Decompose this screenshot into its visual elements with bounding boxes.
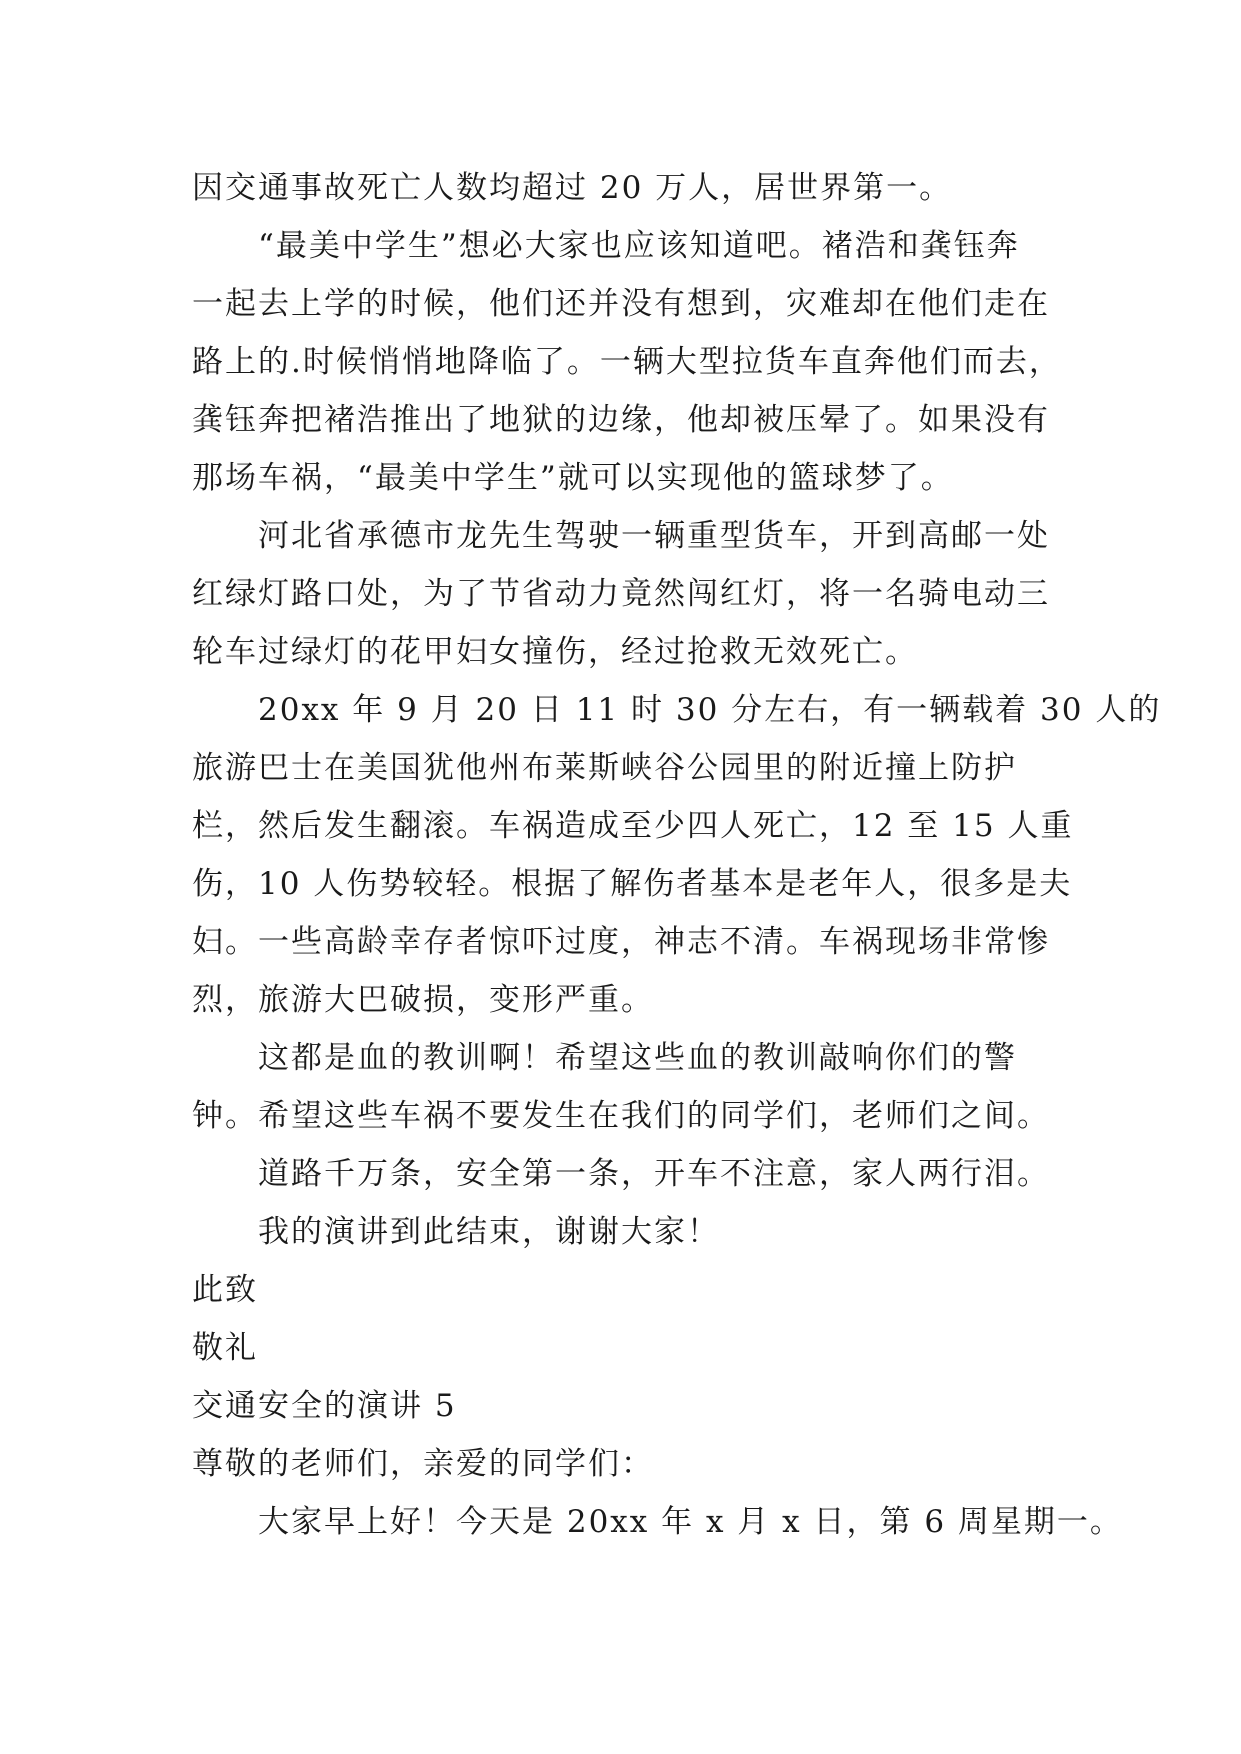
text-line: 我的演讲到此结束，谢谢大家！ (258, 1214, 720, 1250)
text-line: 旅游巴士在美国犹他州布莱斯峡谷公园里的附近撞上防护 (192, 750, 1017, 786)
text-line: 路上的.时候悄悄地降临了。一辆大型拉货车直奔他们而去， (192, 344, 1062, 380)
text-line: 河北省承德市龙先生驾驶一辆重型货车，开到高邮一处 (258, 518, 1050, 554)
text-line: “最美中学生”想必大家也应该知道吧。褚浩和龚钰奔 (258, 228, 1020, 264)
text-line: 这都是血的教训啊！希望这些血的教训敲响你们的警 (258, 1040, 1017, 1076)
text-line: 一起去上学的时候，他们还并没有想到，灾难却在他们走在 (192, 286, 1050, 322)
text-line: 那场车祸，“最美中学生”就可以实现他的篮球梦了。 (192, 460, 954, 496)
text-line: 栏，然后发生翻滚。车祸造成至少四人死亡，12 至 15 人重 (192, 808, 1074, 844)
text-line: 尊敬的老师们，亲爱的同学们： (192, 1446, 654, 1482)
text-line: 伤，10 人伤势较轻。根据了解伤者基本是老年人，很多是夫 (192, 866, 1073, 902)
text-line: 敬礼 (192, 1330, 258, 1366)
text-line: 烈，旅游大巴破损，变形严重。 (192, 982, 654, 1018)
text-line: 钟。希望这些车祸不要发生在我们的同学们，老师们之间。 (192, 1098, 1050, 1134)
text-line: 道路千万条，安全第一条，开车不注意，家人两行泪。 (258, 1156, 1050, 1192)
text-line: 此致 (192, 1272, 258, 1308)
text-line: 妇。一些高龄幸存者惊吓过度，神志不清。车祸现场非常惨 (192, 924, 1050, 960)
text-line: 因交通事故死亡人数均超过 20 万人，居世界第一。 (192, 170, 953, 206)
text-line: 大家早上好！今天是 20xx 年 x 月 x 日，第 6 周星期一。 (258, 1504, 1123, 1540)
text-line: 轮车过绿灯的花甲妇女撞伤，经过抢救无效死亡。 (192, 634, 918, 670)
text-line: 龚钰奔把褚浩推出了地狱的边缘，他却被压晕了。如果没有 (192, 402, 1050, 438)
text-line: 红绿灯路口处，为了节省动力竟然闯红灯，将一名骑电动三 (192, 576, 1050, 612)
text-line: 20xx 年 9 月 20 日 11 时 30 分左右，有一辆载着 30 人的 (258, 692, 1162, 728)
section-heading: 交通安全的演讲 5 (192, 1388, 457, 1424)
